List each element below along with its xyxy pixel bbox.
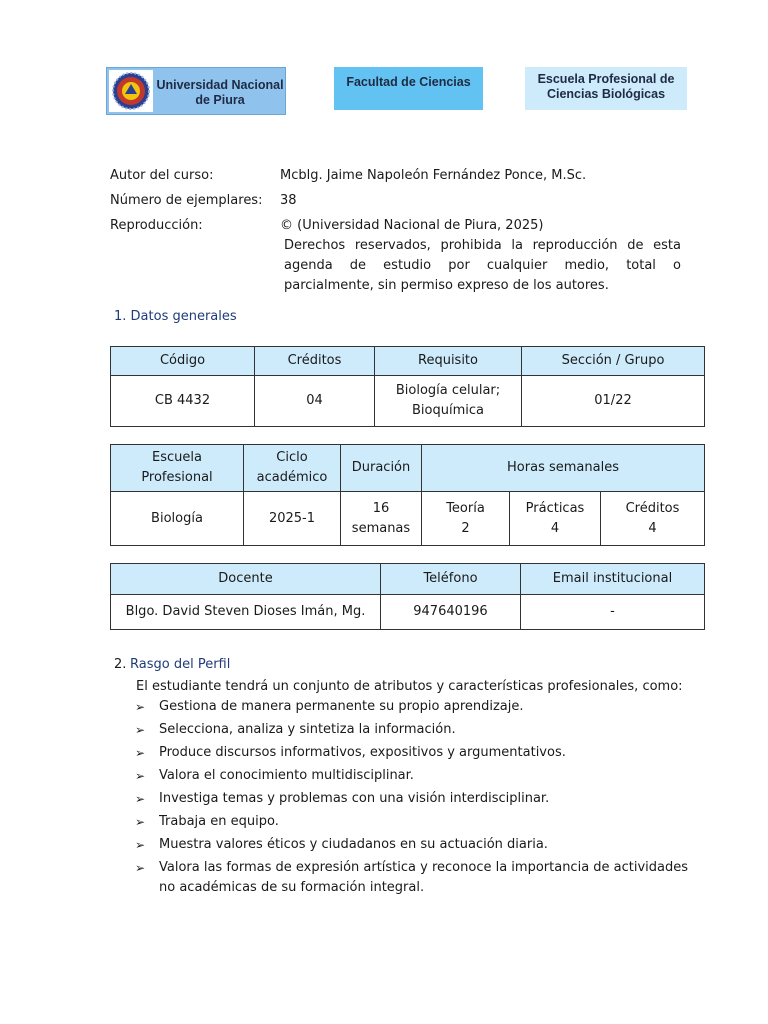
col-header-cycle: Ciclo académico (244, 445, 341, 492)
arrow-bullet-icon: ➢ (135, 815, 146, 829)
section-2-title: Rasgo del Perfil (130, 657, 231, 672)
col-header-email: Email institucional (521, 564, 705, 595)
school-name: Escuela Profesional de Ciencias Biológicas (537, 72, 675, 101)
faculty-name: Facultad de Ciencias (346, 75, 471, 89)
cell-credit-hours (601, 492, 705, 546)
arrow-bullet-icon: ➢ (135, 723, 146, 737)
cell-phone: 947640196 (381, 595, 521, 630)
credits-value: 4 (648, 520, 657, 536)
cell-school: Biología (111, 492, 244, 546)
list-item: ➢ Trabaja en equipo. (135, 812, 695, 832)
author-label: Autor del curso: (110, 168, 214, 183)
schedule-table (110, 444, 705, 546)
cell-theory-hours (422, 492, 510, 546)
arrow-bullet-icon: ➢ (135, 838, 146, 852)
col-header-requirement: Requisito (375, 347, 522, 376)
col-header-school: Escuela Profesional (111, 445, 244, 492)
col-header-duration: Duración (341, 445, 422, 492)
list-item: ➢ Produce discursos informativos, expositivos y argumentativos. (135, 743, 695, 763)
university-name: Universidad Nacional de Piura (156, 78, 284, 107)
arrow-bullet-icon: ➢ (135, 700, 146, 714)
university-seal-logo (109, 70, 153, 112)
teacher-table (110, 563, 705, 630)
cell-duration: 16 semanas (341, 492, 422, 546)
arrow-bullet-icon: ➢ (135, 861, 146, 875)
cell-email: - (521, 595, 705, 630)
section-2-number: 2. (114, 657, 127, 672)
section-1-title: 1. Datos generales (114, 309, 237, 324)
cell-teacher: Blgo. David Steven Dioses Imán, Mg. (111, 595, 381, 630)
list-item: ➢ Muestra valores éticos y ciudadanos en su actuación diaria. (135, 835, 695, 855)
col-header-teacher: Docente (111, 564, 381, 595)
arrow-bullet-icon: ➢ (135, 769, 146, 783)
copies-label: Número de ejemplares: (110, 193, 263, 208)
cell-cycle: 2025-1 (244, 492, 341, 546)
author-value: Mcblg. Jaime Napoleón Fernández Ponce, M.Sc. (280, 168, 587, 183)
cell-practice-hours (510, 492, 601, 546)
university-banner (106, 67, 286, 115)
reproduction-label: Reproducción: (110, 218, 203, 233)
theory-value: 2 (461, 520, 470, 536)
col-header-section: Sección / Grupo (522, 347, 705, 376)
faculty-banner (334, 67, 483, 110)
list-item: ➢ Gestiona de manera permanente su propio aprendizaje. (135, 697, 695, 717)
course-data-table (110, 346, 705, 427)
credits-label: Créditos (625, 500, 680, 516)
col-header-weekly-hours: Horas semanales (422, 445, 705, 492)
practice-value: 4 (550, 520, 560, 536)
cell-credits: 04 (255, 376, 375, 427)
list-item: ➢ Selecciona, analiza y sintetiza la información. (135, 720, 695, 740)
arrow-bullet-icon: ➢ (135, 746, 146, 760)
copies-value: 38 (280, 193, 297, 208)
profile-list (135, 697, 695, 901)
col-header-phone: Teléfono (381, 564, 521, 595)
cell-code: CB 4432 (111, 376, 255, 427)
cell-requirement: Biología celular; Bioquímica (375, 376, 522, 427)
reproduction-notice: Derechos reservados, prohibida la reproducción de esta agenda de estudio por cualquier medio, total o parcialmente, sin permiso expreso de los autores. (284, 238, 681, 293)
list-item: ➢ Valora las formas de expresión artística y reconoce la importancia de actividades no académicas de su formación integral. (135, 860, 689, 895)
school-banner (525, 67, 687, 110)
reproduction-value: © (Universidad Nacional de Piura, 2025) (280, 218, 544, 233)
col-header-credits: Créditos (255, 347, 375, 376)
col-header-code: Código (111, 347, 255, 376)
profile-intro: El estudiante tendrá un conjunto de atributos y características profesionales, como: (136, 679, 683, 694)
practice-label: Prácticas (525, 500, 585, 516)
theory-label: Teoría (446, 500, 485, 516)
list-item: ➢ Valora el conocimiento multidisciplinar. (135, 766, 695, 786)
cell-section: 01/22 (522, 376, 705, 427)
list-item: ➢ Investiga temas y problemas con una visión interdisciplinar. (135, 789, 695, 809)
arrow-bullet-icon: ➢ (135, 792, 146, 806)
